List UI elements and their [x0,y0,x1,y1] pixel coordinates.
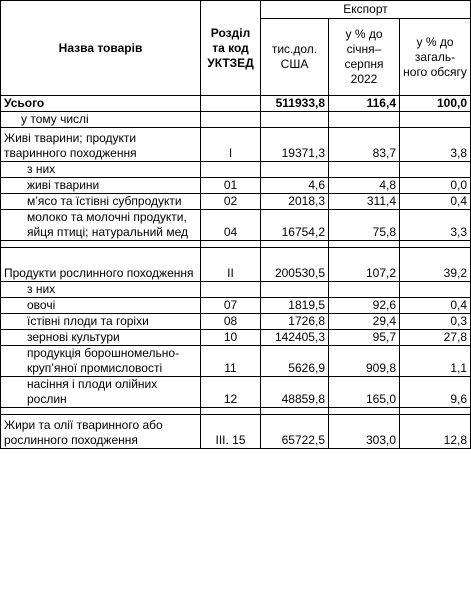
cell-usd: 511933,8 [261,96,329,112]
cell-pct-prev [329,282,400,298]
cell-name: у тому числі [1,112,201,128]
cell-name: продукція борошномельно-круп’яної промисловості [1,346,201,377]
cell-usd: 65722,5 [261,415,329,449]
cell-code: 12 [201,377,261,408]
cell-pct-total [400,162,471,178]
cell-name: живі тварини [1,178,201,194]
cell-code: 08 [201,314,261,330]
header-export: Експорт [261,1,471,19]
table-row [1,112,471,128]
cell-pct-prev: 909,8 [329,346,400,377]
table-row [1,162,471,178]
cell-usd: 142405,3 [261,330,329,346]
cell-pct-total [400,112,471,128]
cell-code: 02 [201,194,261,210]
cell-code: 01 [201,178,261,194]
cell-code: I [201,128,261,162]
cell-name: Усього [1,96,201,112]
cell-code: III. 15 [201,415,261,449]
header-pct-total: у % до загаль-ного обсягу [400,19,471,96]
cell-pct-prev: 95,7 [329,330,400,346]
cell-usd: 200530,5 [261,248,329,282]
cell-code: 07 [201,298,261,314]
cell-pct-total: 0,3 [400,314,471,330]
cell-code [201,96,261,112]
cell-name: овочі [1,298,201,314]
table-row [1,282,471,298]
blank-cell [1,241,201,248]
cell-pct-prev [329,112,400,128]
cell-name: Продукти рослинного походження [1,248,201,282]
cell-pct-prev: 303,0 [329,415,400,449]
cell-name: м’ясо та їстівні субпродукти [1,194,201,210]
cell-usd: 5626,9 [261,346,329,377]
cell-code [201,282,261,298]
header-code: Розділ та код УКТЗЕД [201,1,261,96]
cell-code: II [201,248,261,282]
table-row [1,346,471,377]
cell-pct-prev: 92,6 [329,298,400,314]
table-row [1,314,471,330]
blank-cell [201,408,261,415]
cell-pct-prev [329,162,400,178]
cell-pct-total: 1,1 [400,346,471,377]
cell-code [201,112,261,128]
cell-pct-prev: 165,0 [329,377,400,408]
cell-pct-total [400,282,471,298]
cell-pct-total: 9,6 [400,377,471,408]
cell-usd: 1819,5 [261,298,329,314]
cell-pct-total: 12,8 [400,415,471,449]
table-row [1,415,471,449]
cell-pct-total: 39,2 [400,248,471,282]
table-row [1,330,471,346]
cell-pct-total: 27,8 [400,330,471,346]
blank-cell [400,408,471,415]
cell-usd [261,112,329,128]
blank-cell [261,241,329,248]
header-pct-prev: у % до січня–серпня 2022 [329,19,400,96]
cell-usd: 19371,3 [261,128,329,162]
cell-pct-prev: 311,4 [329,194,400,210]
cell-name: Жири та олії тваринного або рослинного походження [1,415,201,449]
cell-name: з них [1,162,201,178]
cell-pct-prev: 75,8 [329,210,400,241]
table-row [1,241,471,248]
cell-usd: 4,6 [261,178,329,194]
cell-pct-total: 100,0 [400,96,471,112]
cell-usd [261,282,329,298]
blank-cell [1,408,201,415]
cell-name: насіння і плоди олійних рослин [1,377,201,408]
cell-name: їстівні плоди та горіхи [1,314,201,330]
table-body [1,96,471,449]
cell-name: Живі тварини; продукти тваринного походження [1,128,201,162]
cell-pct-total: 0,0 [400,178,471,194]
cell-pct-prev: 107,2 [329,248,400,282]
blank-cell [329,408,400,415]
cell-name: зернові культури [1,330,201,346]
cell-name: з них [1,282,201,298]
cell-pct-total: 3,8 [400,128,471,162]
cell-code [201,162,261,178]
table-row [1,194,471,210]
cell-pct-prev: 4,8 [329,178,400,194]
table-row [1,248,471,282]
cell-code: 10 [201,330,261,346]
table-row [1,96,471,112]
cell-usd: 16754,2 [261,210,329,241]
table-row [1,408,471,415]
table-row [1,210,471,241]
cell-usd: 2018,3 [261,194,329,210]
table-row [1,377,471,408]
cell-usd: 48859,8 [261,377,329,408]
blank-cell [201,241,261,248]
header-name: Назва товарів [1,1,201,96]
cell-code: 11 [201,346,261,377]
cell-usd: 1726,8 [261,314,329,330]
cell-pct-prev: 29,4 [329,314,400,330]
cell-pct-total: 0,4 [400,194,471,210]
cell-pct-total: 0,4 [400,298,471,314]
cell-code: 04 [201,210,261,241]
header-usd: тис.дол. США [261,19,329,96]
blank-cell [329,241,400,248]
cell-name: молоко та молочні продукти, яйця птиці; натуральний мед [1,210,201,241]
blank-cell [400,241,471,248]
table-row [1,178,471,194]
cell-pct-total: 3,3 [400,210,471,241]
table-row [1,128,471,162]
cell-usd [261,162,329,178]
cell-pct-prev: 83,7 [329,128,400,162]
blank-cell [261,408,329,415]
cell-pct-prev: 116,4 [329,96,400,112]
table-row [1,298,471,314]
